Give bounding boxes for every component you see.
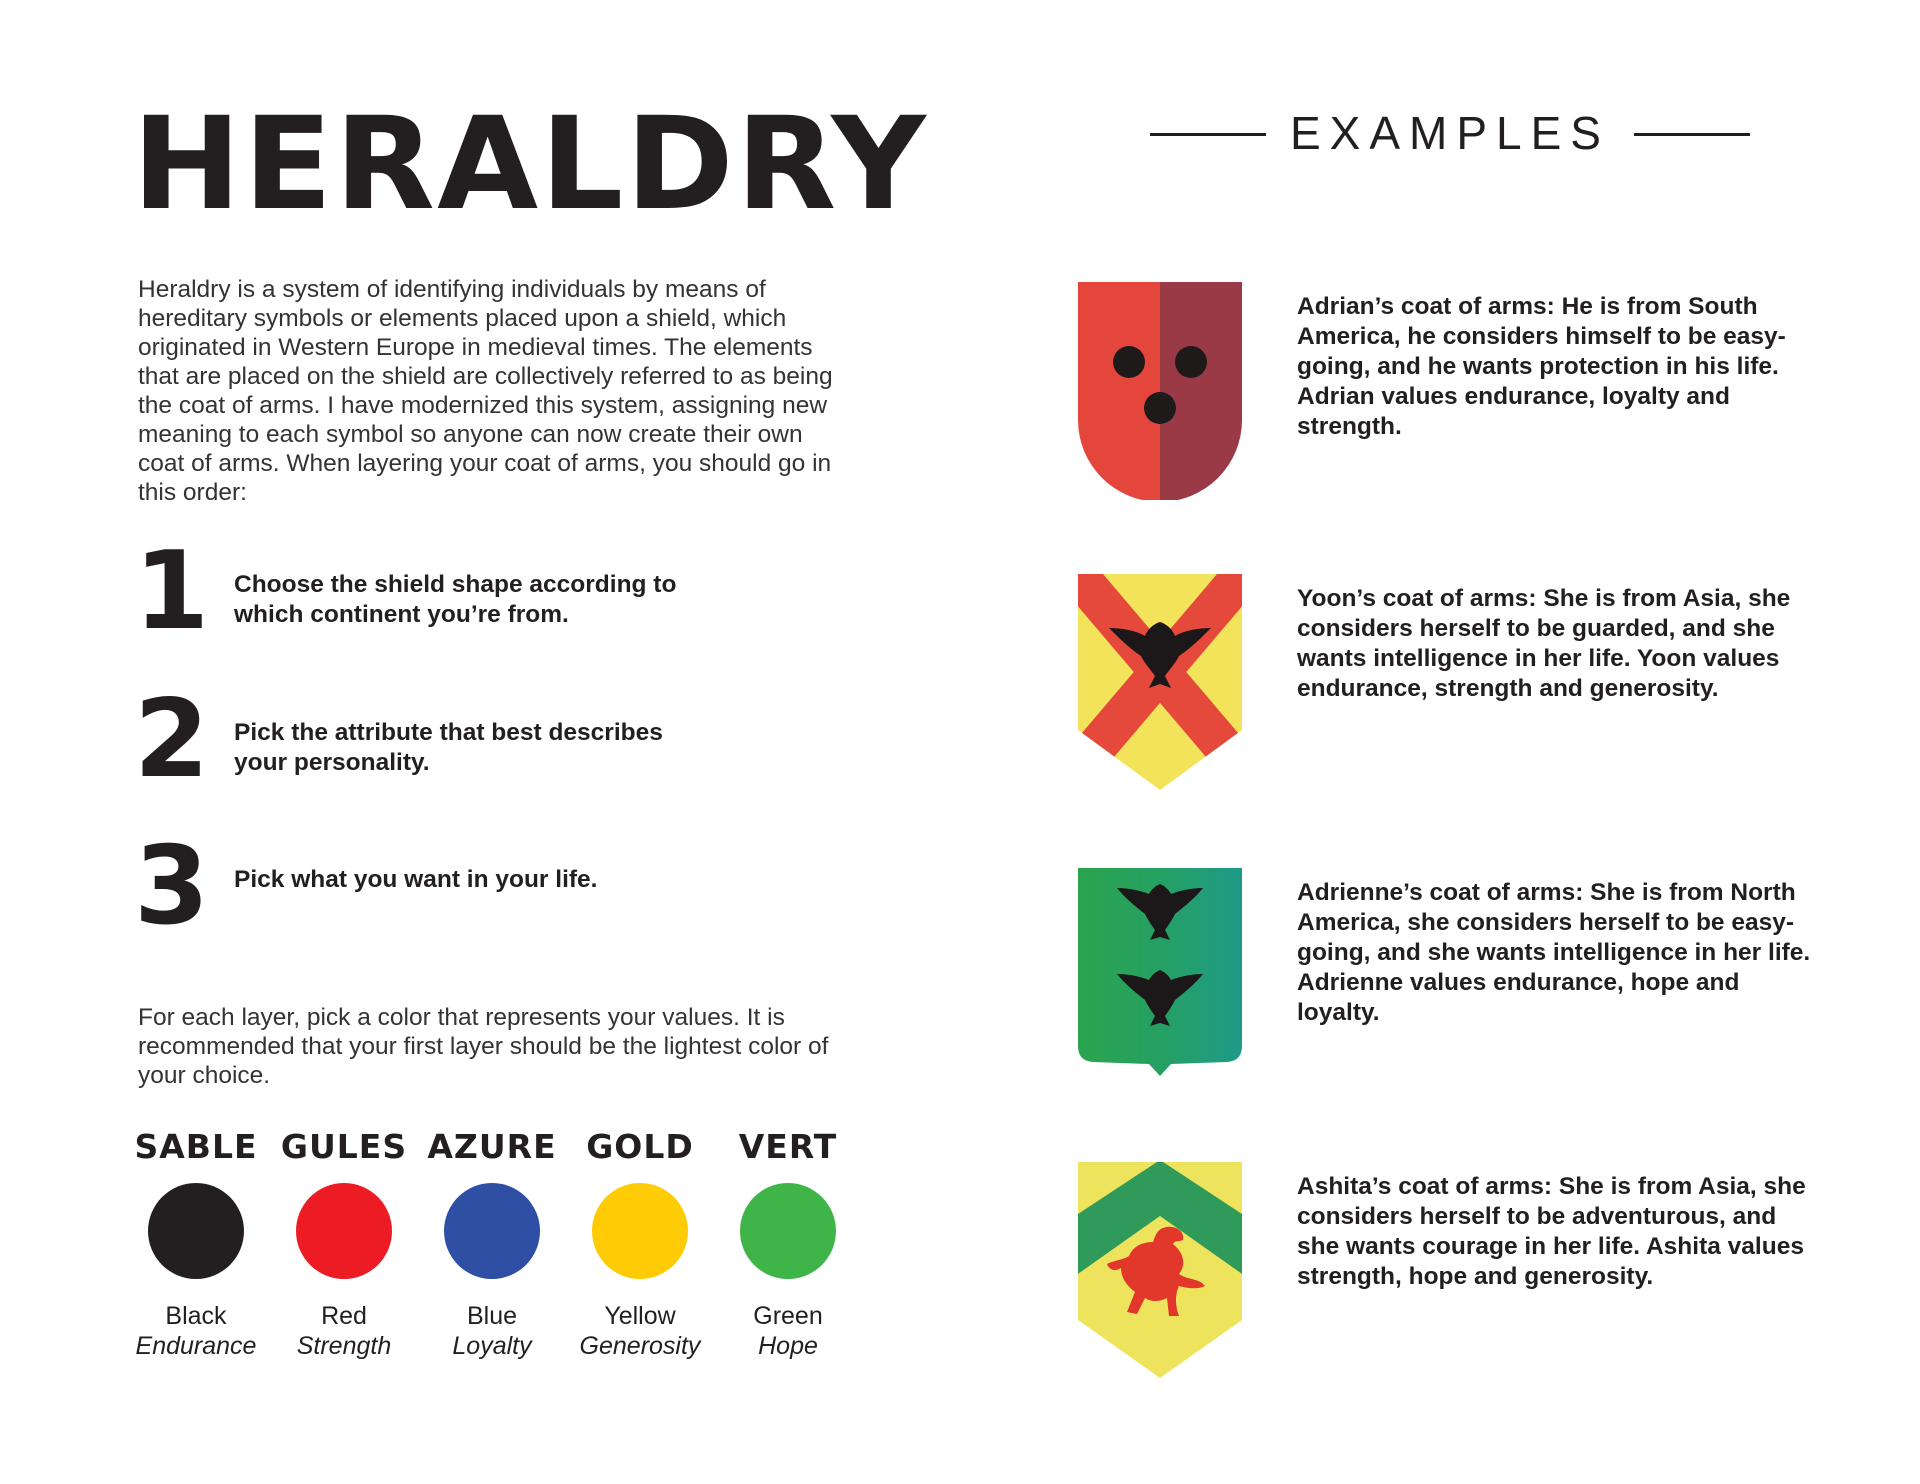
layer-color-paragraph: For each layer, pick a color that represents your values. It is recommended that your first layer should be the lightest color of your choice. (138, 1004, 829, 1089)
color-swatch-green (740, 1183, 836, 1279)
tincture-azure (418, 1127, 566, 1361)
tincture-name: GOLD (586, 1127, 694, 1166)
tincture-color-name: Yellow (604, 1302, 676, 1330)
rounded-shield-red-three-dots-icon (1075, 280, 1245, 500)
step-2 (134, 677, 694, 802)
page-title: HERALDRY (132, 90, 928, 239)
tincture-gules (270, 1127, 418, 1361)
tincture-name: AZURE (427, 1127, 557, 1166)
example-yoon (1075, 572, 1835, 822)
tincture-value: Generosity (579, 1332, 701, 1360)
tincture-name: VERT (738, 1127, 838, 1166)
tincture-value: Strength (296, 1332, 392, 1360)
tincture-gold (566, 1127, 714, 1361)
example-description: Ashita’s coat of arms: She is from Asia, she considers herself to be adventurous, and she wants courage in her life. Ashita values strength, hope and generosity. (1297, 1173, 1806, 1290)
example-description: Yoon’s coat of arms: She is from Asia, she considers herself to be guarded, and she wants intelligence in her life. Yoon values endurance, strength and generosity. (1297, 585, 1791, 702)
color-swatch-black (148, 1183, 244, 1279)
tincture-value: Hope (758, 1332, 818, 1360)
tincture-vert (714, 1127, 862, 1361)
tincture-color-name: Green (753, 1302, 823, 1330)
tincture-value: Loyalty (452, 1332, 532, 1360)
header-rule-right (1634, 133, 1750, 136)
tincture-name: SABLE (134, 1127, 258, 1166)
tincture-color-name: Blue (466, 1302, 518, 1330)
pointed-shield-chevron-beast-icon (1075, 1160, 1245, 1380)
tincture-name: GULES (280, 1127, 408, 1166)
tincture-value: Endurance (135, 1332, 257, 1360)
example-adrienne (1075, 866, 1835, 1116)
step-3 (134, 824, 694, 949)
step-1 (134, 529, 694, 654)
example-ashita (1075, 1160, 1835, 1410)
step-text: Choose the shield shape according to which continent you’re from. (234, 571, 677, 628)
example-description: Adrian’s coat of arms: He is from South America, he considers himself to be easy-going, and he wants protection in his life. Adrian values endurance, loyalty and strength. (1297, 293, 1786, 440)
step-text: Pick what you want in your life. (234, 866, 598, 893)
tincture-sable (122, 1127, 270, 1361)
tincture-color-name: Red (321, 1302, 367, 1330)
examples-header (1150, 98, 1750, 168)
color-swatch-blue (444, 1183, 540, 1279)
tincture-list (122, 1127, 882, 1387)
examples-title: EXAMPLES (1290, 107, 1610, 159)
step-text: Pick the attribute that best describes your personality. (234, 719, 663, 776)
step-number: 3 (134, 824, 210, 949)
example-description: Adrienne’s coat of arms: She is from North America, she considers herself to be easy-going, and she wants intelligence in her life. Adrienne values endurance, hope and loyalty. (1297, 879, 1811, 1026)
step-number: 2 (134, 677, 210, 802)
header-rule-left (1150, 133, 1266, 136)
color-swatch-yellow (592, 1183, 688, 1279)
color-swatch-red (296, 1183, 392, 1279)
step-number: 1 (134, 529, 210, 654)
tincture-color-name: Black (165, 1302, 227, 1330)
example-adrian (1075, 280, 1835, 530)
intro-paragraph: Heraldry is a system of identifying individuals by means of hereditary symbols or elements placed upon a shield, which originated in Western Europe in medieval times. The elements that are placed on the shield are collectively referred to as being the coat of arms. I have modernized this system, assigning new meaning to each symbol so anyone can now create their own coat of arms. When layering your coat of arms, you should go in this order: (138, 276, 833, 506)
pointed-shield-saltire-bird-icon (1075, 572, 1245, 792)
notched-shield-green-two-birds-icon (1075, 866, 1245, 1086)
